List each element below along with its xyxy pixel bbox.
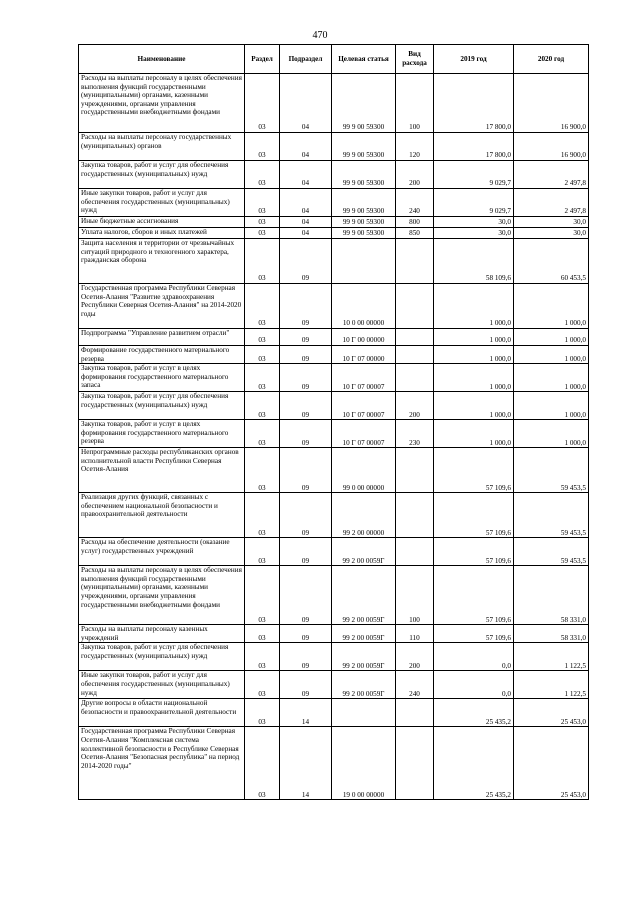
row-value-2020: 59 453,5	[514, 493, 589, 538]
table-row	[79, 699, 589, 727]
row-name: Иные бюджетные ассигнования	[79, 217, 245, 228]
row-podrazdel: 04	[280, 161, 332, 189]
row-value-2020: 59 453,5	[514, 448, 589, 493]
row-razdel: 03	[245, 284, 280, 329]
row-name: Закупка товаров, работ и услуг в целях формирования государственного материального запаса	[79, 364, 245, 392]
row-razdel: 03	[245, 493, 280, 538]
row-podrazdel: 09	[280, 392, 332, 420]
row-podrazdel: 09	[280, 239, 332, 284]
row-statya: 99 2 00 0059Г	[332, 538, 396, 566]
row-statya: 99 0 00 00000	[332, 448, 396, 493]
row-value-2019: 25 435,2	[434, 727, 514, 800]
row-vid: 200	[396, 392, 434, 420]
row-podrazdel: 14	[280, 727, 332, 800]
row-razdel: 03	[245, 329, 280, 346]
row-name: Государственная программа Республики Северная Осетия-Алания "Развитие здравоохранения Республики Северная Осетия-Алания" на 2014-2020 годы	[79, 284, 245, 329]
table-row	[79, 228, 589, 239]
row-vid	[396, 699, 434, 727]
row-name: Иные закупки товаров, работ и услуг для обеспечения государственных (муниципальных) нужд	[79, 189, 245, 217]
row-podrazdel: 09	[280, 493, 332, 538]
row-razdel: 03	[245, 189, 280, 217]
row-name: Закупка товаров, работ и услуг для обеспечения государственных (муниципальных) нужд	[79, 643, 245, 671]
row-value-2019: 1 000,0	[434, 420, 514, 448]
row-vid: 240	[396, 671, 434, 699]
row-name: Иные закупки товаров, работ и услуг для обеспечения государственных (муниципальных) нужд	[79, 671, 245, 699]
row-value-2019: 1 000,0	[434, 364, 514, 392]
page-number: 470	[312, 30, 328, 41]
row-statya: 99 2 00 0059Г	[332, 643, 396, 671]
table-row	[79, 625, 589, 643]
budget-table	[78, 44, 589, 800]
row-value-2020: 16 900,0	[514, 133, 589, 161]
row-value-2020: 1 122,5	[514, 643, 589, 671]
table-row	[79, 538, 589, 566]
row-vid: 800	[396, 217, 434, 228]
table-row	[79, 566, 589, 625]
table-row	[79, 493, 589, 538]
row-name: Закупка товаров, работ и услуг в целях формирования государственного материального резерва	[79, 420, 245, 448]
row-vid: 110	[396, 625, 434, 643]
row-value-2020: 25 453,0	[514, 699, 589, 727]
row-vid: 200	[396, 161, 434, 189]
row-podrazdel: 09	[280, 643, 332, 671]
row-podrazdel: 04	[280, 133, 332, 161]
row-razdel: 03	[245, 346, 280, 364]
row-statya: 99 9 00 59300	[332, 228, 396, 239]
table-row	[79, 217, 589, 228]
row-vid	[396, 329, 434, 346]
row-statya: 99 9 00 59300	[332, 74, 396, 133]
row-statya	[332, 699, 396, 727]
row-value-2020: 1 122,5	[514, 671, 589, 699]
row-statya: 99 9 00 59300	[332, 217, 396, 228]
row-name: Расходы на выплаты персоналу в целях обеспечения выполнения функций государственными (муниципальными) органами, казенными учреждениями, органами управления государственными внебюджетными фондами	[79, 566, 245, 625]
row-statya: 10 Г 07 00007	[332, 420, 396, 448]
row-statya: 99 2 00 0059Г	[332, 625, 396, 643]
row-value-2019: 9 029,7	[434, 189, 514, 217]
row-name: Непрограммные расходы республиканских органов исполнительной власти Республики Северная Осетия-Алания	[79, 448, 245, 493]
table-row	[79, 448, 589, 493]
row-value-2019: 1 000,0	[434, 346, 514, 364]
table-row	[79, 329, 589, 346]
row-statya: 10 Г 07 00007	[332, 392, 396, 420]
row-statya	[332, 239, 396, 284]
row-razdel: 03	[245, 566, 280, 625]
row-value-2020: 1 000,0	[514, 392, 589, 420]
table-row	[79, 392, 589, 420]
row-razdel: 03	[245, 74, 280, 133]
row-value-2019: 0,0	[434, 643, 514, 671]
row-value-2020: 2 497,8	[514, 161, 589, 189]
row-value-2019: 57 109,6	[434, 566, 514, 625]
row-razdel: 03	[245, 625, 280, 643]
row-razdel: 03	[245, 671, 280, 699]
row-podrazdel: 09	[280, 284, 332, 329]
row-razdel: 03	[245, 699, 280, 727]
table-row	[79, 364, 589, 392]
row-value-2019: 25 435,2	[434, 699, 514, 727]
row-vid: 100	[396, 566, 434, 625]
row-value-2019: 57 109,6	[434, 625, 514, 643]
row-razdel: 03	[245, 420, 280, 448]
row-razdel: 03	[245, 364, 280, 392]
row-value-2019: 30,0	[434, 228, 514, 239]
table-row	[79, 643, 589, 671]
row-podrazdel: 09	[280, 566, 332, 625]
row-podrazdel: 09	[280, 329, 332, 346]
row-value-2020: 2 497,8	[514, 189, 589, 217]
row-razdel: 03	[245, 133, 280, 161]
row-value-2020: 30,0	[514, 217, 589, 228]
row-vid: 230	[396, 420, 434, 448]
row-vid	[396, 538, 434, 566]
row-podrazdel: 09	[280, 346, 332, 364]
table-row	[79, 239, 589, 284]
row-razdel: 03	[245, 239, 280, 284]
row-value-2020: 58 331,0	[514, 625, 589, 643]
row-podrazdel: 09	[280, 420, 332, 448]
row-vid: 240	[396, 189, 434, 217]
table-row	[79, 161, 589, 189]
row-vid	[396, 493, 434, 538]
row-value-2020: 1 000,0	[514, 346, 589, 364]
row-razdel: 03	[245, 643, 280, 671]
row-podrazdel: 14	[280, 699, 332, 727]
row-razdel: 03	[245, 228, 280, 239]
row-vid	[396, 727, 434, 800]
table-row	[79, 133, 589, 161]
row-name: Расходы на выплаты персоналу государственных (муниципальных) органов	[79, 133, 245, 161]
table-row	[79, 727, 589, 800]
row-value-2019: 1 000,0	[434, 284, 514, 329]
row-value-2020: 1 000,0	[514, 329, 589, 346]
row-statya: 19 0 00 00000	[332, 727, 396, 800]
row-podrazdel: 04	[280, 74, 332, 133]
row-statya: 99 2 00 00000	[332, 493, 396, 538]
row-statya: 10 Г 07 00000	[332, 346, 396, 364]
row-name: Закупка товаров, работ и услуг для обеспечения государственных (муниципальных) нужд	[79, 161, 245, 189]
row-value-2019: 9 029,7	[434, 161, 514, 189]
row-name: Подпрограмма "Управление развитием отрасли"	[79, 329, 245, 346]
row-vid: 100	[396, 74, 434, 133]
row-vid	[396, 364, 434, 392]
header-2019: 2019 год	[434, 45, 514, 74]
row-value-2019: 1 000,0	[434, 392, 514, 420]
header-razdel: Раздел	[245, 45, 280, 74]
table-row	[79, 671, 589, 699]
row-statya: 99 9 00 59300	[332, 161, 396, 189]
row-podrazdel: 04	[280, 189, 332, 217]
row-podrazdel: 04	[280, 228, 332, 239]
row-value-2020: 1 000,0	[514, 284, 589, 329]
row-razdel: 03	[245, 448, 280, 493]
row-value-2019: 57 109,6	[434, 493, 514, 538]
header-row	[79, 45, 589, 74]
row-value-2019: 1 000,0	[434, 329, 514, 346]
row-razdel: 03	[245, 217, 280, 228]
row-value-2020: 16 900,0	[514, 74, 589, 133]
row-razdel: 03	[245, 538, 280, 566]
table-row	[79, 284, 589, 329]
row-statya: 99 2 00 0059Г	[332, 671, 396, 699]
row-name: Реализация других функций, связанных с обеспечением национальной безопасности и правоохранительной деятельности	[79, 493, 245, 538]
row-value-2020: 59 453,5	[514, 538, 589, 566]
row-podrazdel: 04	[280, 217, 332, 228]
row-name: Другие вопросы в области национальной безопасности и правоохранительной деятельности	[79, 699, 245, 727]
row-value-2020: 60 453,5	[514, 239, 589, 284]
row-value-2020: 1 000,0	[514, 364, 589, 392]
table-row	[79, 189, 589, 217]
row-podrazdel: 09	[280, 671, 332, 699]
row-value-2019: 30,0	[434, 217, 514, 228]
row-value-2019: 17 800,0	[434, 133, 514, 161]
row-podrazdel: 09	[280, 364, 332, 392]
row-name: Расходы на выплаты персоналу казенных учреждений	[79, 625, 245, 643]
row-razdel: 03	[245, 727, 280, 800]
table-row	[79, 420, 589, 448]
row-statya: 10 0 00 00000	[332, 284, 396, 329]
row-podrazdel: 09	[280, 538, 332, 566]
header-2020: 2020 год	[514, 45, 589, 74]
row-statya: 99 9 00 59300	[332, 133, 396, 161]
row-podrazdel: 09	[280, 625, 332, 643]
row-name: Расходы на выплаты персоналу в целях обеспечения выполнения функций государственными (муниципальными) органами, казенными учреждениями, органами управления государственными внебюджетными фондами	[79, 74, 245, 133]
row-statya: 99 2 00 0059Г	[332, 566, 396, 625]
row-vid	[396, 284, 434, 329]
table-row	[79, 74, 589, 133]
row-name: Государственная программа Республики Северная Осетия-Алания "Комплексная система коллективной безопасности в Республике Северная Осетия-Алания "Безопасная республика" на период 2014-2020 годы"	[79, 727, 245, 800]
row-value-2019: 58 109,6	[434, 239, 514, 284]
row-name: Расходы на обеспечение деятельности (оказание услуг) государственных учреждений	[79, 538, 245, 566]
row-value-2019: 0,0	[434, 671, 514, 699]
row-statya: 10 Г 07 00007	[332, 364, 396, 392]
row-vid: 850	[396, 228, 434, 239]
row-value-2019: 57 109,6	[434, 448, 514, 493]
row-name: Защита населения и территории от чрезвычайных ситуаций природного и техногенного характера, гражданская оборона	[79, 239, 245, 284]
row-razdel: 03	[245, 161, 280, 189]
row-name: Уплата налогов, сборов и иных платежей	[79, 228, 245, 239]
row-name: Формирование государственного материального резерва	[79, 346, 245, 364]
row-vid	[396, 346, 434, 364]
row-vid	[396, 239, 434, 284]
row-statya: 99 9 00 59300	[332, 189, 396, 217]
table-row	[79, 346, 589, 364]
row-name: Закупка товаров, работ и услуг для обеспечения государственных (муниципальных) нужд	[79, 392, 245, 420]
header-podrazdel: Подраздел	[280, 45, 332, 74]
row-value-2020: 58 331,0	[514, 566, 589, 625]
row-vid	[396, 448, 434, 493]
row-value-2019: 57 109,6	[434, 538, 514, 566]
row-vid: 200	[396, 643, 434, 671]
row-statya: 10 Г 00 00000	[332, 329, 396, 346]
row-value-2020: 25 453,0	[514, 727, 589, 800]
row-value-2020: 1 000,0	[514, 420, 589, 448]
row-value-2019: 17 800,0	[434, 74, 514, 133]
row-value-2020: 30,0	[514, 228, 589, 239]
header-name: Наименование	[79, 45, 245, 74]
row-razdel: 03	[245, 392, 280, 420]
row-vid: 120	[396, 133, 434, 161]
header-vid: Вид расхода	[396, 45, 434, 74]
row-podrazdel: 09	[280, 448, 332, 493]
header-statya: Целевая статья	[332, 45, 396, 74]
